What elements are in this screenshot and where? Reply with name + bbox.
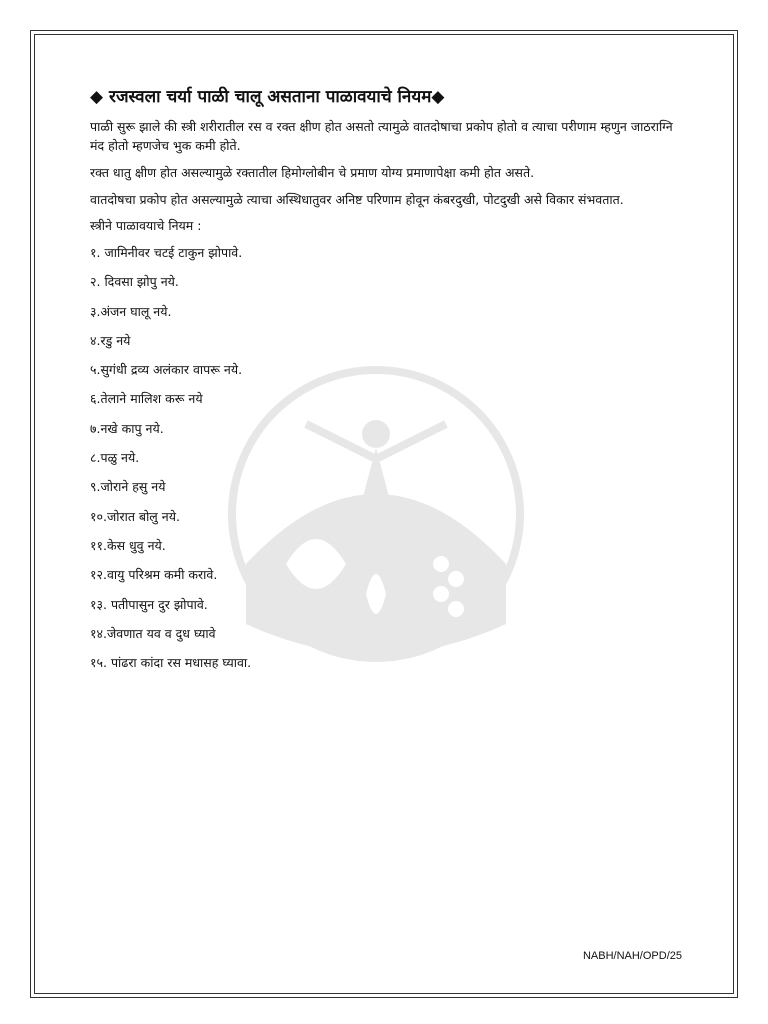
- list-item: १०.जोरात बोलु नये.: [90, 508, 180, 524]
- rules-list: [90, 244, 686, 683]
- list-item: ५.सुगंधी द्रव्य अलंकार वापरू नये.: [90, 362, 243, 378]
- paragraph-menstruation-effects: पाळी सुरू झाले की स्त्री शरीरातील रस व रक्त क्षीण होत असतो त्यामुळे वातदोषाचा प्रकोप होतो व त्याचा परीणाम म्हणुन जाठराग्नि मंद होतो म्हणजेच भुक कमी होते.: [90, 119, 673, 153]
- footer-document-code: NABH/NAH/OPD/25: [582, 950, 682, 962]
- list-item: १२.वायु परिश्रम कमी करावे.: [90, 567, 218, 583]
- list-item: १. जामिनीवर चटई टाकुन झोपावे.: [90, 245, 243, 260]
- document-body: [90, 84, 686, 683]
- list-item: ९.जोराने हसु नये: [90, 479, 166, 495]
- list-item: २. दिवसा झोपु नये.: [90, 274, 179, 290]
- list-item: १४.जेवणात यव व दुध घ्यावे: [90, 625, 216, 641]
- page-title: ◆ रजस्वला चर्या पाळी चालू असताना पाळावयाचे नियम◆: [90, 87, 445, 107]
- list-item: ६.तेलाने मालिश करू नये: [90, 391, 203, 407]
- rules-heading: स्त्रीने पाळावयाचे नियम :: [90, 218, 202, 233]
- list-item: १३. पतीपासुन दुर झोपावे.: [90, 596, 208, 612]
- list-item: १५. पांढरा कांदा रस मधासह घ्यावा.: [90, 655, 252, 671]
- list-item: ४.रडु नये: [90, 332, 131, 348]
- list-item: ३.अंजन घालू नये.: [90, 303, 172, 319]
- paragraph-hemoglobin: रक्त धातु क्षीण होत असल्यामुळे रक्तातील हिमोग्लोबीन चे प्रमाण योग्य प्रमाणापेक्षा कमी होत असते.: [90, 165, 535, 180]
- list-item: ८.पळु नये.: [90, 450, 140, 466]
- list-item: ७.नखे कापु नये.: [90, 420, 164, 436]
- list-item: ११.केस धुवु नये.: [90, 537, 166, 553]
- paragraph-vata-effects: वातदोषचा प्रकोप होत असल्यामुळे त्याचा अस्थिधातुवर अनिष्ट परिणाम होवून कंबरदुखी, पोटदुखी असे विकार संभवतात.: [90, 192, 624, 207]
